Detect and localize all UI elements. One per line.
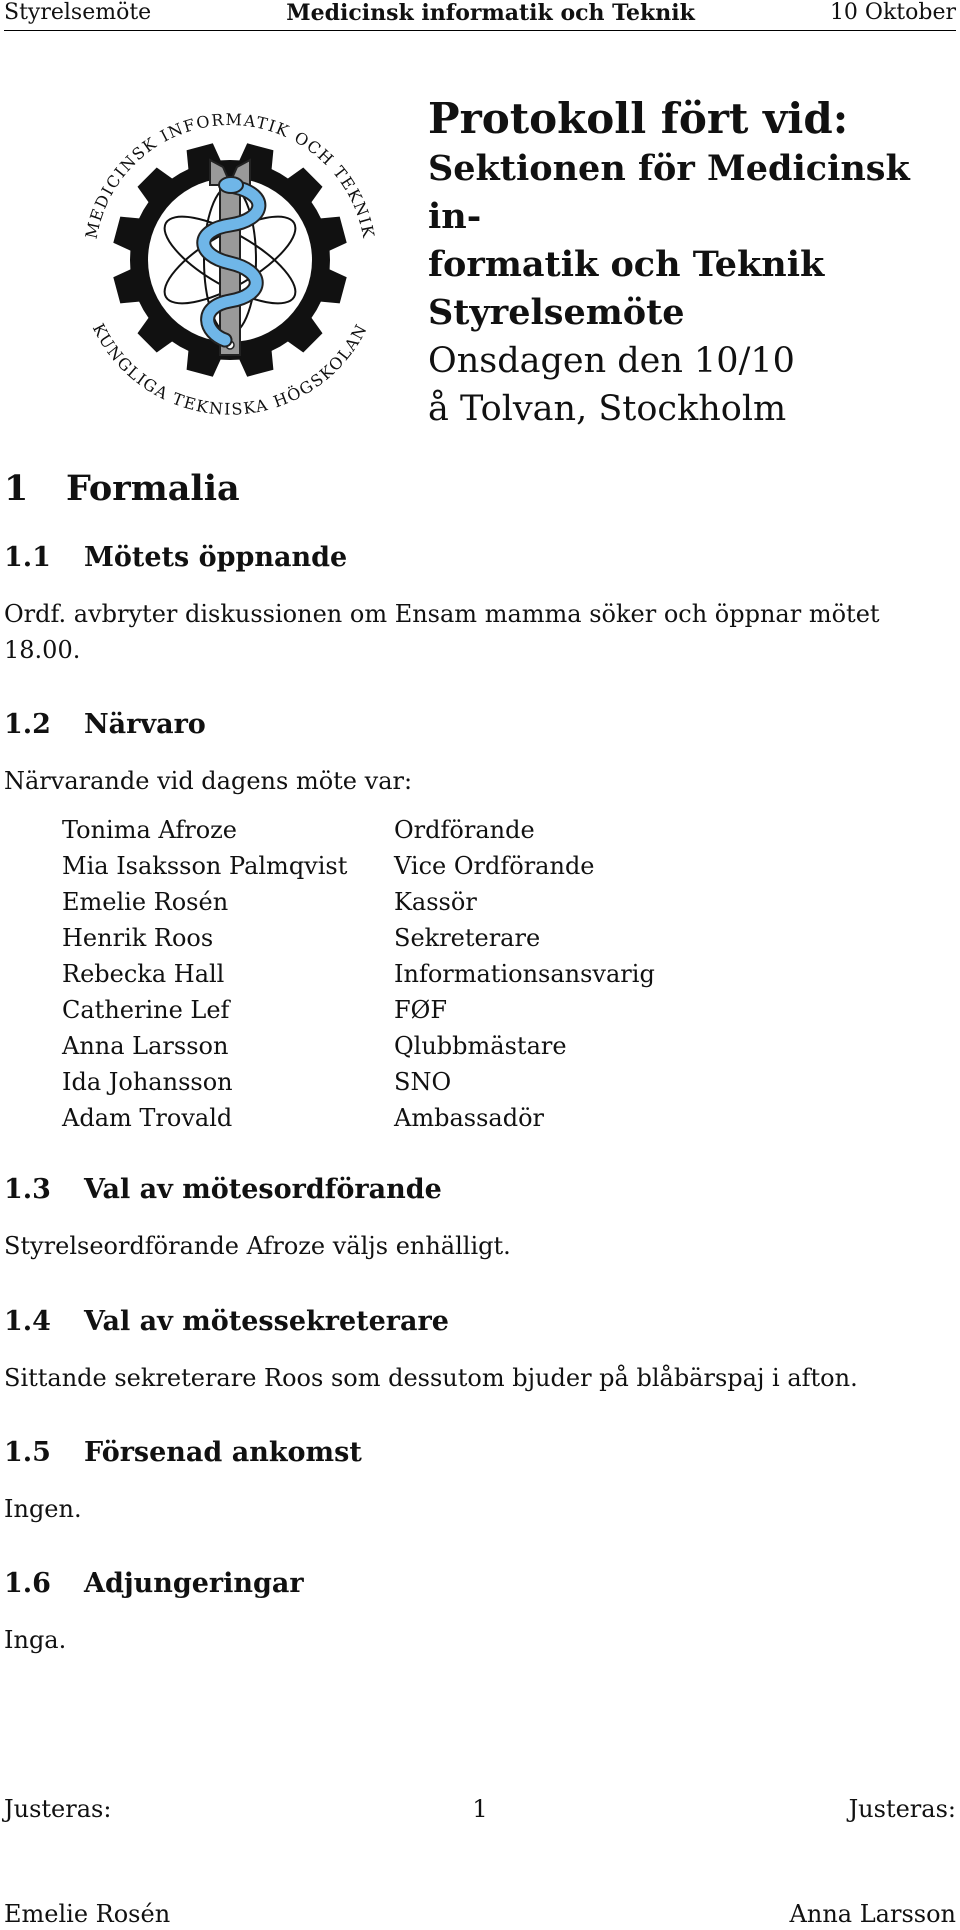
- footer-right-label: Justeras:: [848, 1795, 956, 1823]
- section-heading-1-2: 1.2 Närvaro: [4, 709, 206, 740]
- page-number: 1: [472, 1795, 488, 1823]
- title-line-6: å Tolvan, Stockholm: [428, 389, 787, 429]
- list-item: Ida Johansson SNO: [62, 1068, 452, 1096]
- page-header: [4, 0, 956, 31]
- logo-bottom-text: KUNGLIGA TEKNISKA HÖGSKOLAN: [88, 320, 372, 419]
- logo-top-text: MEDICINSK INFORMATIK OCH TEKNIK: [81, 109, 379, 241]
- footer-right-name: Anna Larsson: [789, 1900, 956, 1928]
- section-text-1-3: Styrelseordförande Afroze väljs enhälligt.: [4, 1232, 511, 1260]
- section-logo: [65, 95, 395, 425]
- list-item: Rebecka Hall Informationsansvarig: [62, 960, 655, 988]
- title-block: [428, 95, 958, 433]
- list-item: Adam Trovald Ambassadör: [62, 1104, 544, 1132]
- title-line-4: Styrelsemöte: [428, 292, 685, 333]
- section-heading-1-4: 1.4 Val av mötessekreterare: [4, 1306, 449, 1337]
- list-item: Catherine Lef FØF: [62, 996, 447, 1024]
- section-text-1-1: Ordf. avbryter diskussionen om Ensam mamma söker och öppnar mötet 18.00.: [4, 600, 880, 664]
- header-center: Medicinsk informatik och Teknik: [286, 0, 695, 26]
- section-heading-1-6: 1.6 Adjungeringar: [4, 1568, 304, 1599]
- section-text-1-4: Sittande sekreterare Roos som dessutom bjuder på blåbärspaj i afton.: [4, 1364, 858, 1392]
- list-item: Anna Larsson Qlubbmästare: [62, 1032, 567, 1060]
- section-text-1-6: Inga.: [4, 1626, 67, 1654]
- list-item: Henrik Roos Sekreterare: [62, 924, 541, 952]
- section-text-1-2: Närvarande vid dagens möte var:: [4, 767, 413, 795]
- section-heading-1-5: 1.5 Försenad ankomst: [4, 1437, 362, 1468]
- list-item: Tonima Afroze Ordförande: [62, 816, 535, 844]
- page-footer: [4, 1795, 956, 1823]
- document-title: Protokoll fört vid:: [428, 94, 849, 143]
- list-item: Mia Isaksson Palmqvist Vice Ordförande: [62, 852, 595, 880]
- title-line-5: Onsdagen den 10/10: [428, 341, 795, 381]
- section-text-1-5: Ingen.: [4, 1495, 82, 1523]
- section-heading-1-1: 1.1 Mötets öppnande: [4, 542, 348, 573]
- header-right: 10 Oktober: [829, 0, 956, 25]
- section-heading-1: 1 Formalia: [4, 468, 240, 509]
- attendance-table: [62, 812, 655, 1136]
- title-line-3: formatik och Teknik: [428, 244, 825, 285]
- header-left: Styrelsemöte: [4, 0, 152, 25]
- title-line-2: Sektionen för Medicinsk in-: [428, 148, 910, 237]
- section-heading-1-3: 1.3 Val av mötesordförande: [4, 1174, 442, 1205]
- footer-left-name: Emelie Rosén: [4, 1900, 171, 1928]
- list-item: Emelie Rosén Kassör: [62, 888, 477, 916]
- footer-signatories: [4, 1900, 956, 1928]
- footer-left-label: Justeras:: [4, 1795, 112, 1823]
